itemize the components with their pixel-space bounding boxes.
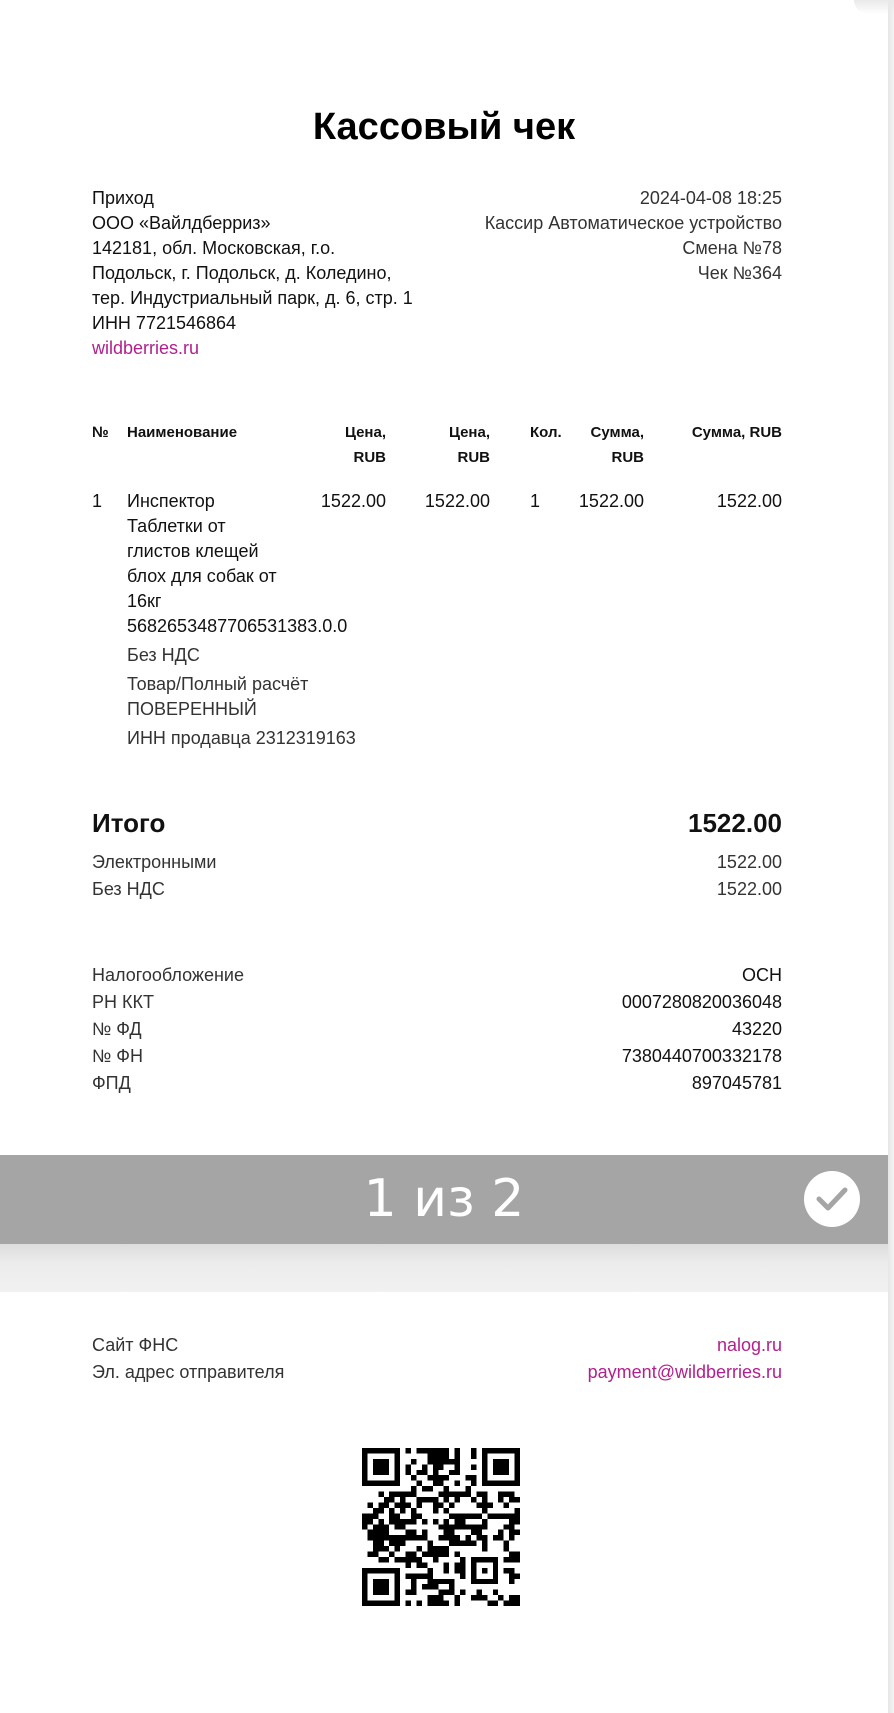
- receipt-datetime: 2024-04-08 18:25: [639, 188, 782, 208]
- check-circle-icon[interactable]: [804, 1171, 860, 1227]
- item-qty: 1: [530, 491, 541, 511]
- item-sum1: 1522.00: [578, 491, 644, 511]
- col-header-sum1: [591, 420, 644, 470]
- col-header-price2: [449, 420, 490, 470]
- col-header-price1: [345, 420, 386, 470]
- item-payment-type-line-2: ПОВЕРЕННЫЙ: [127, 699, 257, 719]
- fd-label: № ФД: [92, 1019, 142, 1039]
- col-header-sum1-line2: RUB: [611, 449, 644, 466]
- checkmark-icon: [816, 1185, 848, 1213]
- total-label: Итого: [92, 808, 166, 838]
- address-line-2: Подольск, г. Подольск, д. Коледино,: [92, 263, 392, 283]
- rn-kkt-value: 0007280820036048: [621, 992, 782, 1012]
- fns-site-label: Сайт ФНС: [92, 1335, 179, 1355]
- item-name-line-4: блох для собак от: [127, 566, 277, 586]
- fd-value: 43220: [731, 1019, 782, 1039]
- taxation-value: ОСН: [742, 965, 782, 985]
- col-header-price2-line1: Цена,: [448, 424, 490, 441]
- col-header-price1-line1: Цена,: [344, 424, 386, 441]
- address-line-3: тер. Индустриальный парк, д. 6, стр. 1: [92, 288, 413, 308]
- item-price2: 1522.00: [424, 491, 490, 511]
- page-indicator-bar: [0, 1155, 888, 1244]
- item-name-line-5: 16кг: [127, 591, 162, 611]
- item-seller-inn: ИНН продавца 2312319163: [127, 728, 356, 748]
- item-vat: Без НДС: [127, 645, 200, 665]
- item-name-line-3: глистов клещей: [127, 541, 259, 561]
- col-header-sum1-line1: Сумма,: [590, 424, 644, 441]
- taxation-label: Налогообложение: [92, 965, 244, 985]
- fns-site-link[interactable]: nalog.ru: [716, 1335, 782, 1355]
- right-edge: [888, 0, 894, 1713]
- item-price1: 1522.00: [320, 491, 386, 511]
- fn-label: № ФН: [92, 1046, 143, 1066]
- item-name-line-1: Инспектор: [127, 491, 215, 511]
- item-sum2: 1522.00: [716, 491, 782, 511]
- operation-type: Приход: [92, 188, 154, 208]
- vat-total-label: Без НДС: [92, 879, 165, 899]
- shift-number: Смена №78: [682, 238, 782, 258]
- page-gap-shadow: [0, 1244, 888, 1292]
- address-line-1: 142181, обл. Московская, г.о.: [92, 238, 336, 258]
- rn-kkt-label: РН ККТ: [92, 992, 154, 1012]
- vat-total-value: 1522.00: [716, 879, 782, 899]
- item-payment-type-line-1: Товар/Полный расчёт: [127, 674, 309, 694]
- fpd-label: ФПД: [92, 1073, 131, 1093]
- fn-value: 7380440700332178: [621, 1046, 782, 1066]
- col-header-num: №: [92, 424, 109, 441]
- check-number: Чек №364: [697, 263, 782, 283]
- company-inn: ИНН 7721546864: [92, 313, 237, 333]
- qr-code: [362, 1448, 520, 1606]
- item-num: 1: [92, 491, 103, 511]
- receipt-title: Кассовый чек: [312, 106, 576, 148]
- company-name: ООО «Вайлдберриз»: [92, 213, 271, 233]
- col-header-sum2: Сумма, RUB: [691, 424, 782, 441]
- cashier: Кассир Автоматическое устройство: [484, 213, 782, 233]
- electronic-label: Электронными: [92, 852, 217, 872]
- item-code: 5682653487706531383.0.0: [127, 616, 348, 636]
- sender-email-label: Эл. адрес отправителя: [92, 1362, 285, 1382]
- corner-shadow: [854, 0, 894, 14]
- page-indicator-text: 1 из 2: [363, 1169, 525, 1229]
- col-header-name: Наименование: [127, 424, 238, 441]
- col-header-price2-line2: RUB: [457, 449, 490, 466]
- item-name-line-2: Таблетки от: [127, 516, 226, 536]
- fpd-value: 897045781: [691, 1073, 782, 1093]
- electronic-value: 1522.00: [716, 852, 782, 872]
- total-value: 1522.00: [688, 808, 782, 838]
- sender-email-link[interactable]: payment@wildberries.ru: [587, 1362, 782, 1382]
- website-link[interactable]: wildberries.ru: [92, 338, 200, 358]
- col-header-price1-line2: RUB: [353, 449, 386, 466]
- col-header-qty: Кол.: [530, 424, 562, 441]
